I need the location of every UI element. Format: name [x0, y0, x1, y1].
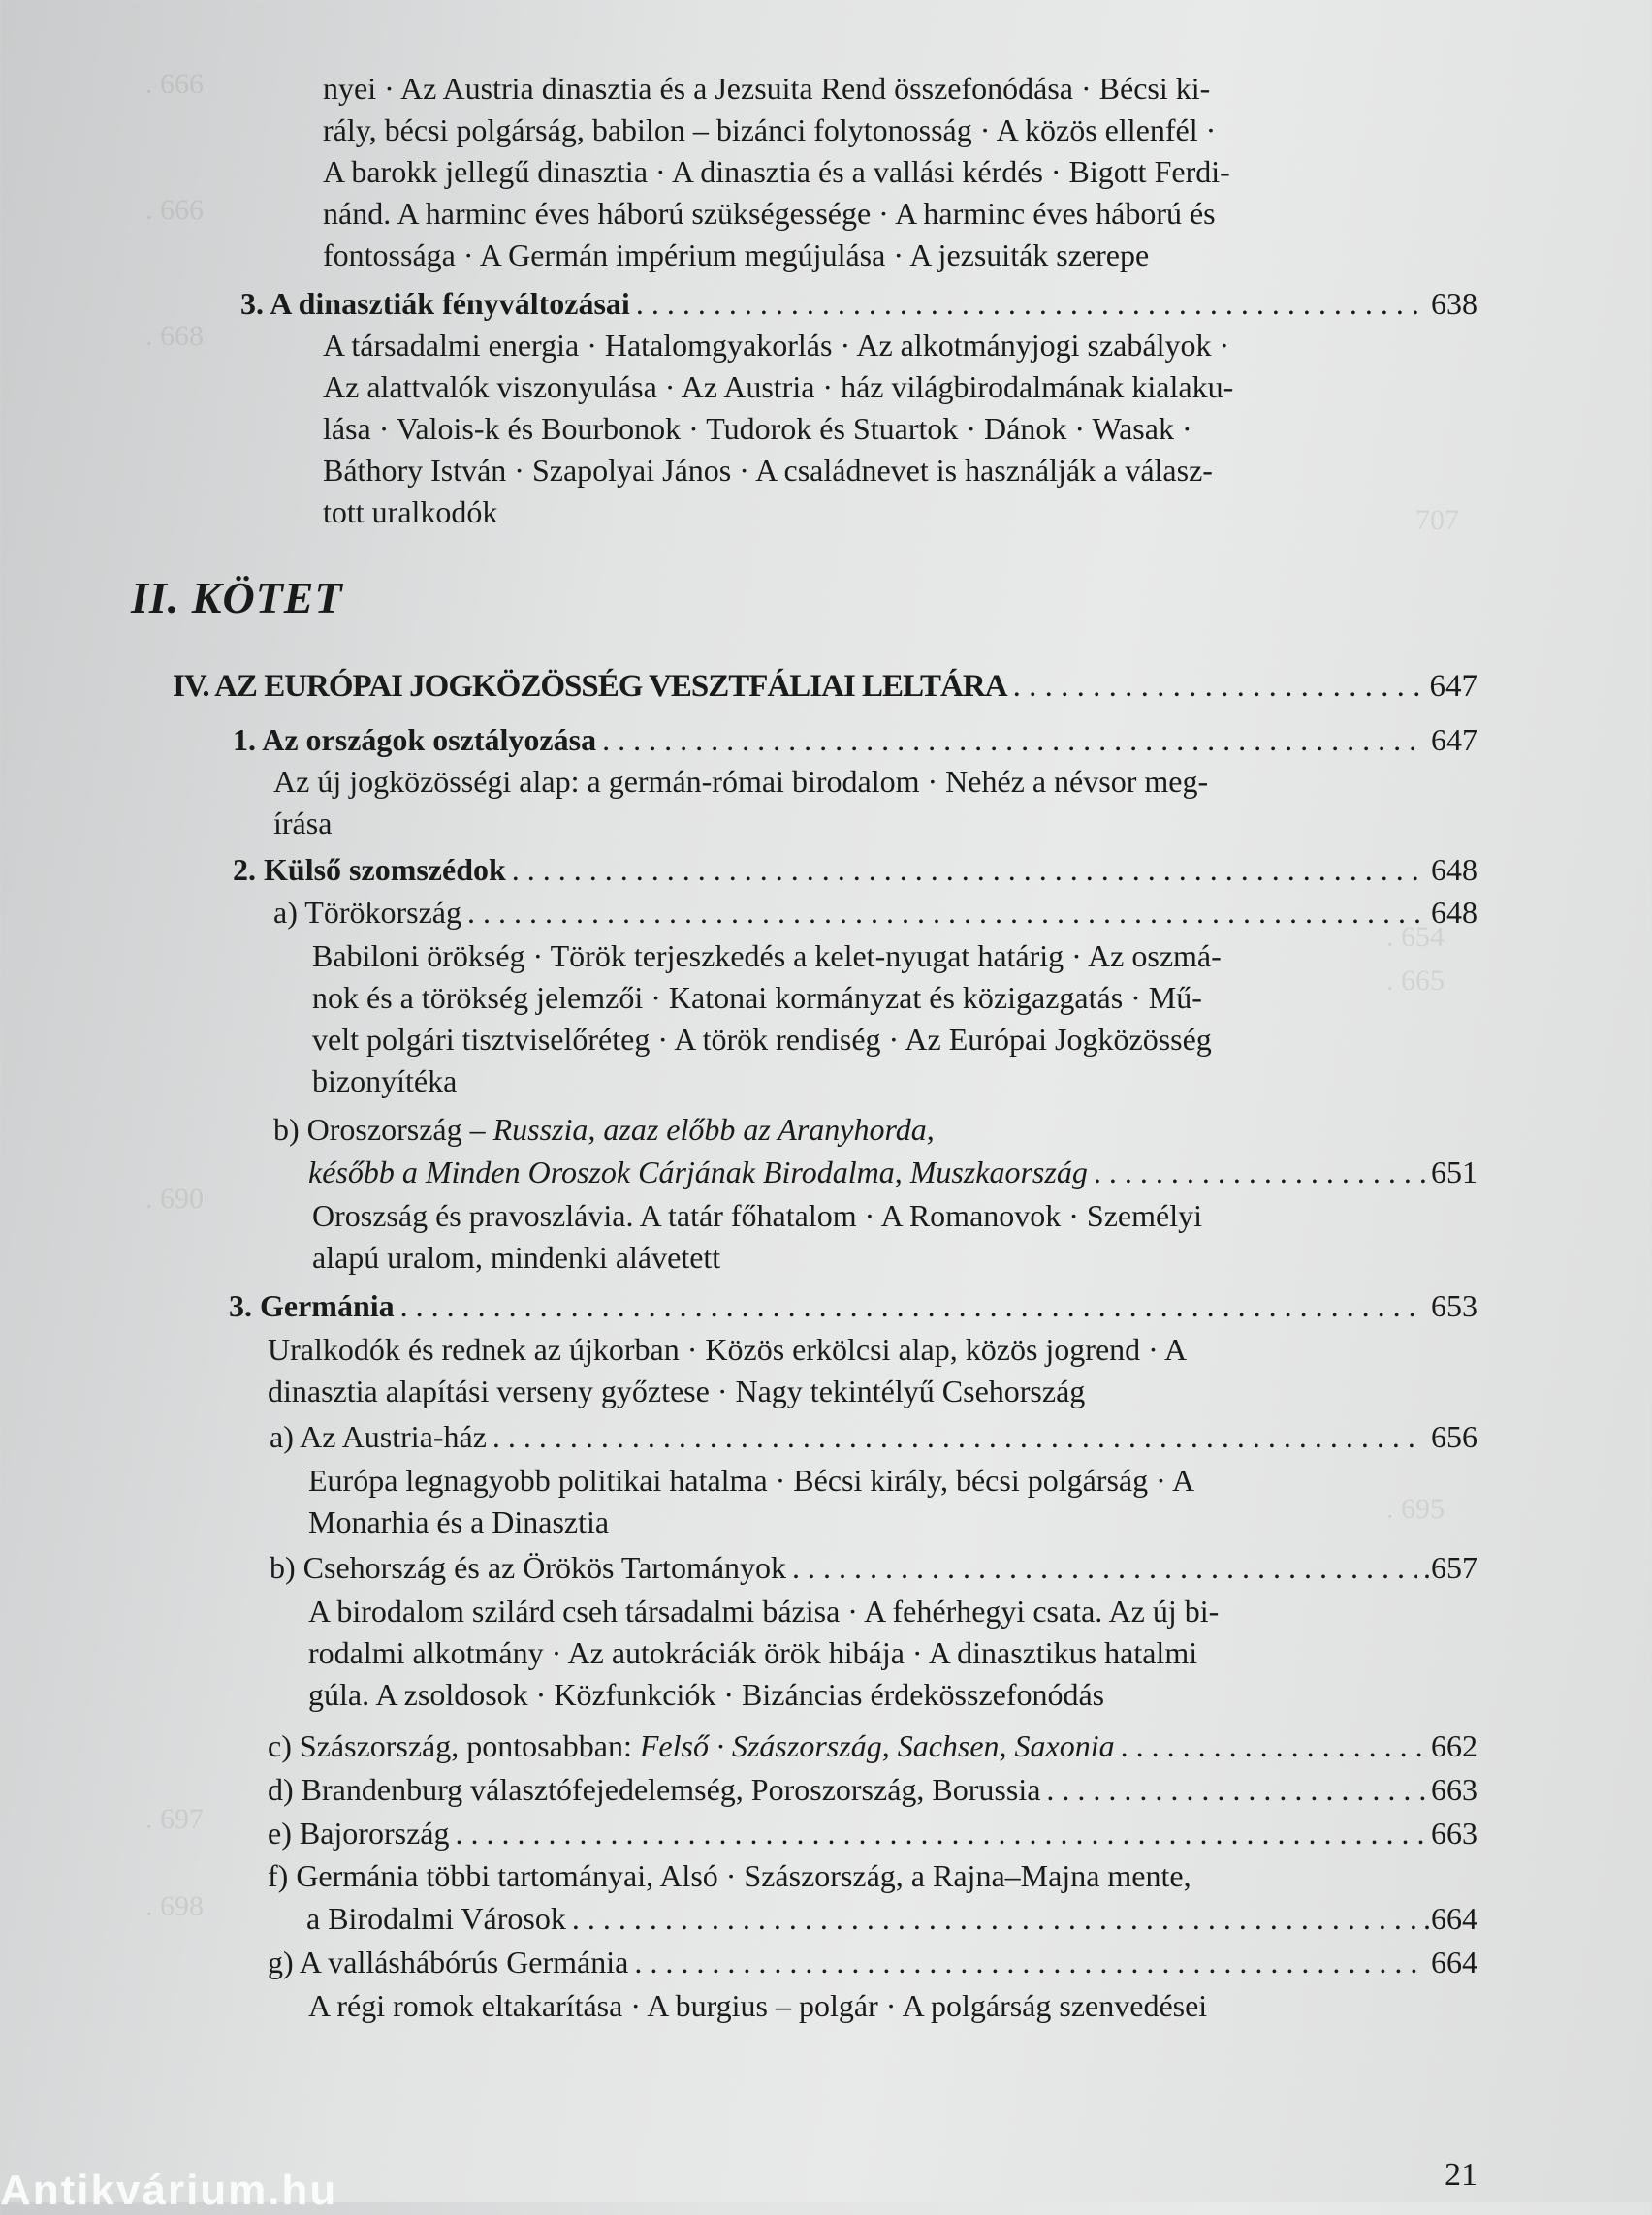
leader-dots [634, 1942, 1425, 1982]
bleed-through-text: . 695 [1386, 1493, 1445, 1525]
toc-entry-orszagok[interactable] [233, 719, 1477, 760]
chapter-title: IV. AZ EURÓPAI JOGKÖZÖSSÉG VESZTFÁLIAI LELTÁRA [173, 669, 1007, 704]
toc-page-number: 653 [1431, 1288, 1477, 1323]
toc-description-line: rodalmi alkotmány · Az autokráciák örök hibája · A dinasztikus hatalmi [308, 1635, 1198, 1670]
toc-entry-title: a) Az Austria-ház [270, 1419, 487, 1454]
toc-description-line: dinasztia alapítási verseny győztese · Nagy tekintélyű Csehország [268, 1374, 1086, 1408]
toc-entry-oroszorszag[interactable] [273, 1109, 935, 1150]
toc-entry-title-italic: Felső · Szászország, Sachsen, Saxonia [639, 1728, 1115, 1763]
toc-entry-oroszorszag-cont[interactable] [308, 1152, 1477, 1192]
toc-description-line: bizonyítéka [312, 1063, 458, 1098]
toc-page-number: 651 [1431, 1155, 1477, 1189]
toc-entry-title: 1. Az országok osztályozása [233, 722, 597, 757]
leader-dots [1121, 1725, 1425, 1766]
leader-dots [1013, 669, 1424, 705]
toc-entry-title: a Birodalmi Városok [306, 1901, 566, 1936]
toc-description-line: tott uralkodók [323, 494, 498, 529]
toc-entry-germania-tobbi[interactable]: f) Germánia többi tartományai, Alsó · Szászország, a Rajna–Majna mente, [268, 1858, 1191, 1893]
toc-page-number: 662 [1431, 1728, 1477, 1763]
toc-description-line: alapú uralom, mindenki alávetett [312, 1240, 721, 1275]
toc-description-line: nok és a törökség jelemzői · Katonai kormányzat és közigazgatás · Mű- [312, 980, 1202, 1015]
toc-page-number: 647 [1431, 722, 1477, 757]
toc-entry-title-italic: később a Minden Oroszok Cárjának Birodalma, Muszkaország [308, 1155, 1088, 1189]
toc-page-number: 663 [1431, 1816, 1477, 1851]
toc-page-number: .657 [1423, 1550, 1477, 1585]
toc-page-number: 664 [1431, 1945, 1477, 1979]
bleed-through-text: . 698 [145, 1890, 204, 1922]
bleed-through-text: 707 [1415, 504, 1459, 536]
toc-description-line: A régi romok eltakarítása · A burgius – polgár · A polgárság szenvedései [308, 1988, 1208, 2023]
leader-dots [512, 849, 1425, 890]
bleed-through-text: . 666 [145, 194, 204, 226]
toc-description-line: velt polgári tisztviselőréteg · A török rendiség · Az Európai Jogközösség [312, 1022, 1212, 1057]
toc-entry-kulso-szomszedok[interactable] [233, 849, 1477, 890]
toc-description-line: nánd. A harminc éves háború szükségessége · A harminc éves háború és [323, 196, 1216, 231]
toc-chapter-iv[interactable] [173, 669, 1477, 705]
leader-dots [1094, 1152, 1425, 1192]
toc-description-line: írása [273, 806, 333, 840]
toc-description-line: nyei · Az Austria dinasztia és a Jezsuita Rend összefonódása · Bécsi ki- [323, 71, 1211, 106]
toc-description-line: A birodalom szilárd cseh társadalmi bázisa · A fehérhegyi csata. Az új bi- [308, 1594, 1220, 1629]
bleed-through-text: . 665 [1386, 965, 1445, 997]
watermark: Antikvárium.hu [0, 2167, 338, 2214]
toc-entry-title: e) Bajorország [268, 1816, 450, 1851]
toc-description-line: fontossága · A Germán impérium megújulása · A jezsuiták szerepe [323, 237, 1150, 272]
leader-dots [792, 1547, 1417, 1588]
toc-entry-title-plain: c) Szászország, pontosabban: [268, 1728, 640, 1763]
bleed-through-text: . 666 [145, 68, 204, 100]
toc-entry-title-italic: Russzia, azaz előbb az Aranyhorda, [492, 1112, 935, 1147]
toc-entry-title: a) Törökország [273, 895, 461, 930]
toc-description-line: A társadalmi energia · Hatalomgyakorlás · Az alkotmányjogi szabályok · [323, 328, 1230, 363]
leader-dots [400, 1285, 1425, 1326]
bleed-through-text: . 654 [1386, 921, 1445, 953]
toc-entry-title [268, 1725, 1115, 1766]
toc-entry-bajororszag[interactable] [268, 1813, 1477, 1853]
bleed-through-text: . 668 [145, 320, 204, 352]
page-number: 21 [1445, 2157, 1477, 2193]
toc-entry-title: d) Brandenburg választófejedelemség, Poroszország, Borussia [268, 1772, 1041, 1807]
toc-page-number: 656 [1431, 1419, 1477, 1454]
toc-description-line: Báthory István · Szapolyai János · A családnevet is használják a válasz- [323, 453, 1213, 488]
toc-entry-austria-haz[interactable] [270, 1416, 1477, 1457]
toc-description-line: rály, bécsi polgárság, babilon – bizánci folytonosság · A közös ellenfél · [323, 112, 1217, 147]
leader-dots [636, 283, 1425, 324]
toc-entry-title: 3. Germánia [229, 1288, 395, 1323]
toc-entry-brandenburg[interactable] [268, 1769, 1477, 1810]
toc-page-number: .664 [1423, 1901, 1477, 1936]
toc-page-number: 648 [1431, 852, 1477, 887]
toc-description-line: Az új jogközösségi alap: a germán-római birodalom · Nehéz a névsor meg- [273, 764, 1209, 799]
toc-entry-germania[interactable] [229, 1285, 1477, 1326]
leader-dots [572, 1898, 1417, 1939]
toc-description-line: Európa legnagyobb politikai hatalma · Bécsi király, bécsi polgárság · A [308, 1463, 1195, 1498]
bleed-through-text: . 697 [145, 1803, 204, 1835]
leader-dots [492, 1416, 1425, 1457]
toc-entry-csehorszag[interactable] [270, 1547, 1477, 1588]
toc-entry-torokorszag[interactable] [273, 892, 1477, 933]
toc-description-line: Az alattvalók viszonyulása · Az Austria · ház világbirodalmának kialaku- [323, 369, 1234, 404]
toc-entry-title: 3. A dinasztiák fényváltozásai [240, 286, 630, 321]
toc-entry-vallashaborus[interactable] [268, 1942, 1477, 1982]
toc-description-line: gúla. A zsoldosok · Közfunkciók · Bizáncias érdekösszefonódás [308, 1677, 1105, 1712]
toc-page-number: 663 [1431, 1772, 1477, 1807]
leader-dots [467, 892, 1425, 933]
toc-description-line: A barokk jellegű dinasztia · A dinasztia és a vallási kérdés · Bigott Ferdi- [323, 154, 1230, 189]
volume-title: II. KÖTET [131, 573, 343, 622]
toc-description-line: lása · Valois-k és Bourbonok · Tudorok és Stuartok · Dánok · Wasak · [323, 411, 1192, 446]
toc-page-number: 647 [1429, 669, 1477, 704]
toc-page-number: 638 [1431, 286, 1477, 321]
toc-description-line: Uralkodók és rednek az újkorban · Közös erkölcsi alap, közös jogrend · A [268, 1332, 1188, 1367]
toc-entry-title: b) Oroszország – [273, 1112, 493, 1147]
toc-description-line: Babiloni örökség · Török terjeszkedés a kelet-nyugat határig · Az oszmá- [312, 938, 1222, 973]
leader-dots [455, 1813, 1425, 1853]
leader-dots [602, 719, 1425, 760]
toc-page-number: 648 [1431, 895, 1477, 930]
toc-entry-title: b) Csehország és az Örökös Tartományok [270, 1550, 787, 1585]
toc-entry-title: g) A valláshábórús Germánia [268, 1945, 629, 1979]
bleed-through-text: . 690 [145, 1183, 204, 1215]
toc-description-line: Oroszság és pravoszlávia. A tatár főhatalom · A Romanovok · Személyi [312, 1198, 1202, 1233]
toc-entry-szaszorszag[interactable] [268, 1725, 1477, 1766]
toc-entry-dinasztiak[interactable] [240, 283, 1477, 324]
toc-entry-birodalmi-varosok[interactable] [306, 1898, 1477, 1939]
toc-description-line: Monarhia és a Dinasztia [308, 1504, 610, 1539]
leader-dots [1046, 1769, 1425, 1810]
toc-entry-title: 2. Külső szomszédok [233, 852, 506, 887]
